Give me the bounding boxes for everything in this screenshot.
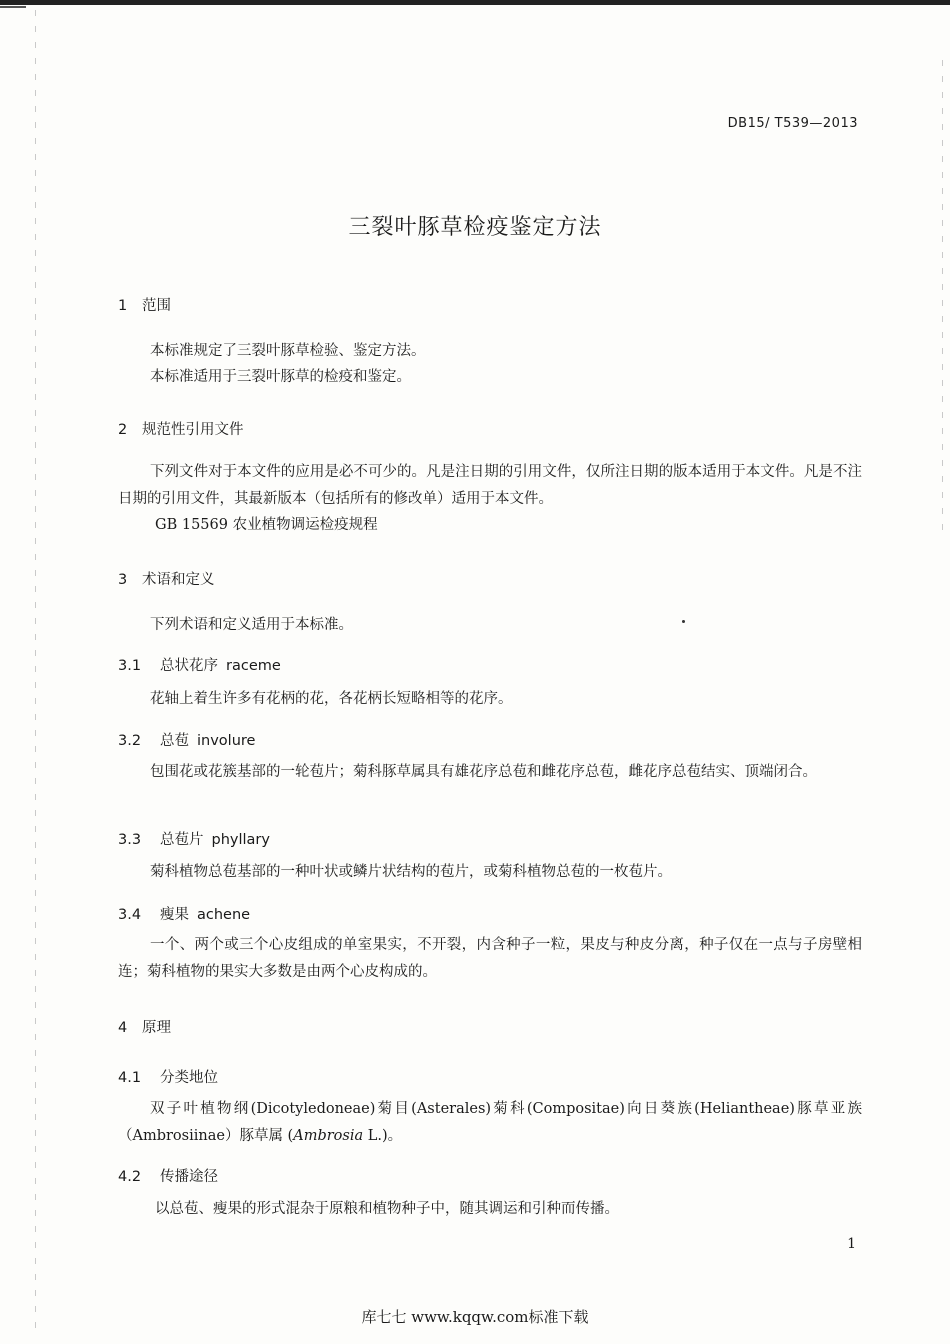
section-number: 1 bbox=[118, 298, 128, 314]
term-3-2-heading bbox=[118, 729, 255, 750]
subsection-number: 4.2 bbox=[118, 1169, 142, 1185]
term-3-3-definition: 菊科植物总苞基部的一种叶状或鳞片状结构的苞片，或菊科植物总苞的一枚苞片。 bbox=[150, 864, 672, 880]
term-english: achene bbox=[197, 907, 251, 923]
taxonomy-text-main: 双子叶植物纲(Dicotyledoneae)菊目(Asterales)菊科(Compositae)向日葵族(Heliantheae)豚草亚族（Ambrosiinae）豚草属 ( bbox=[118, 1101, 862, 1144]
section-2-heading bbox=[118, 418, 244, 439]
term-name: 总苞片 bbox=[160, 832, 204, 848]
subsection-title: 分类地位 bbox=[160, 1070, 218, 1086]
subsection-title: 传播途径 bbox=[160, 1169, 218, 1185]
term-3-1-definition: 花轴上着生许多有花柄的花，各花柄长短略相等的花序。 bbox=[150, 691, 513, 707]
term-3-1-heading bbox=[118, 654, 281, 675]
subsection-4-2-heading bbox=[118, 1165, 218, 1186]
term-number: 3.3 bbox=[118, 832, 142, 848]
term-3-2-definition: 包围花或花簇基部的一轮苞片；菊科豚草属具有雄花序总苞和雌花序总苞，雌花序总苞结实、顶端闭合。 bbox=[150, 764, 817, 780]
top-border-line bbox=[0, 0, 950, 5]
section-title: 范围 bbox=[142, 298, 171, 314]
section-title: 原理 bbox=[142, 1020, 171, 1036]
term-number: 3.4 bbox=[118, 907, 142, 923]
section-title: 术语和定义 bbox=[142, 572, 215, 588]
section-3-heading bbox=[118, 568, 215, 589]
term-english: raceme bbox=[226, 658, 281, 674]
term-name: 总状花序 bbox=[160, 658, 218, 674]
scan-mark bbox=[0, 6, 26, 8]
section-number: 3 bbox=[118, 572, 128, 588]
term-3-3-heading bbox=[118, 828, 270, 849]
term-3-4-heading bbox=[118, 903, 250, 924]
transmission-text: 以总苞、瘦果的形式混杂于原粮和植物种子中，随其调运和引种而传播。 bbox=[155, 1201, 619, 1217]
footer-watermark: 库七七 www.kqqw.com标准下载 bbox=[361, 1308, 589, 1326]
term-english: involure bbox=[197, 733, 256, 749]
term-number: 3.2 bbox=[118, 733, 142, 749]
section-4-heading bbox=[118, 1016, 171, 1037]
term-name: 瘦果 bbox=[160, 907, 189, 923]
scan-dot bbox=[682, 620, 685, 623]
term-3-4-definition: 一个、两个或三个心皮组成的单室果实，不开裂，内含种子一粒，果皮与种皮分离，种子仅在一点与子房壁相连；菊科植物的果实大多数是由两个心皮构成的。 bbox=[118, 937, 862, 980]
section-number: 4 bbox=[118, 1020, 128, 1036]
subsection-number: 4.1 bbox=[118, 1070, 142, 1086]
left-scan-edge bbox=[35, 10, 36, 1330]
scope-line-2: 本标准适用于三裂叶豚草的检疫和鉴定。 bbox=[150, 369, 411, 385]
term-number: 3.1 bbox=[118, 658, 142, 674]
subsection-4-1-heading bbox=[118, 1066, 218, 1087]
section-title: 规范性引用文件 bbox=[142, 422, 244, 438]
section-1-heading bbox=[118, 294, 171, 315]
term-name: 总苞 bbox=[160, 733, 189, 749]
term-english: phyllary bbox=[211, 832, 270, 848]
taxonomy-text-end: L.)。 bbox=[363, 1128, 403, 1144]
section-number: 2 bbox=[118, 422, 128, 438]
terms-intro: 下列术语和定义适用于本标准。 bbox=[150, 617, 353, 633]
normative-references-text: 下列文件对于本文件的应用是必不可少的。凡是注日期的引用文件，仅所注日期的版本适用于本文件。凡是不注日期的引用文件，其最新版本（包括所有的修改单）适用于本文件。 bbox=[118, 464, 862, 507]
page-number: 1 bbox=[847, 1236, 856, 1252]
scope-line-1: 本标准规定了三裂叶豚草检验、鉴定方法。 bbox=[150, 343, 426, 359]
standard-code: DB15/ T539—2013 bbox=[727, 116, 858, 131]
genus-name: Ambrosia bbox=[293, 1128, 364, 1144]
taxonomy-text bbox=[118, 1096, 862, 1150]
right-scan-edge bbox=[942, 60, 943, 540]
reference-gb15569: GB 15569 农业植物调运检疫规程 bbox=[155, 517, 378, 533]
document-title: 三裂叶豚草检疫鉴定方法 bbox=[348, 215, 602, 240]
